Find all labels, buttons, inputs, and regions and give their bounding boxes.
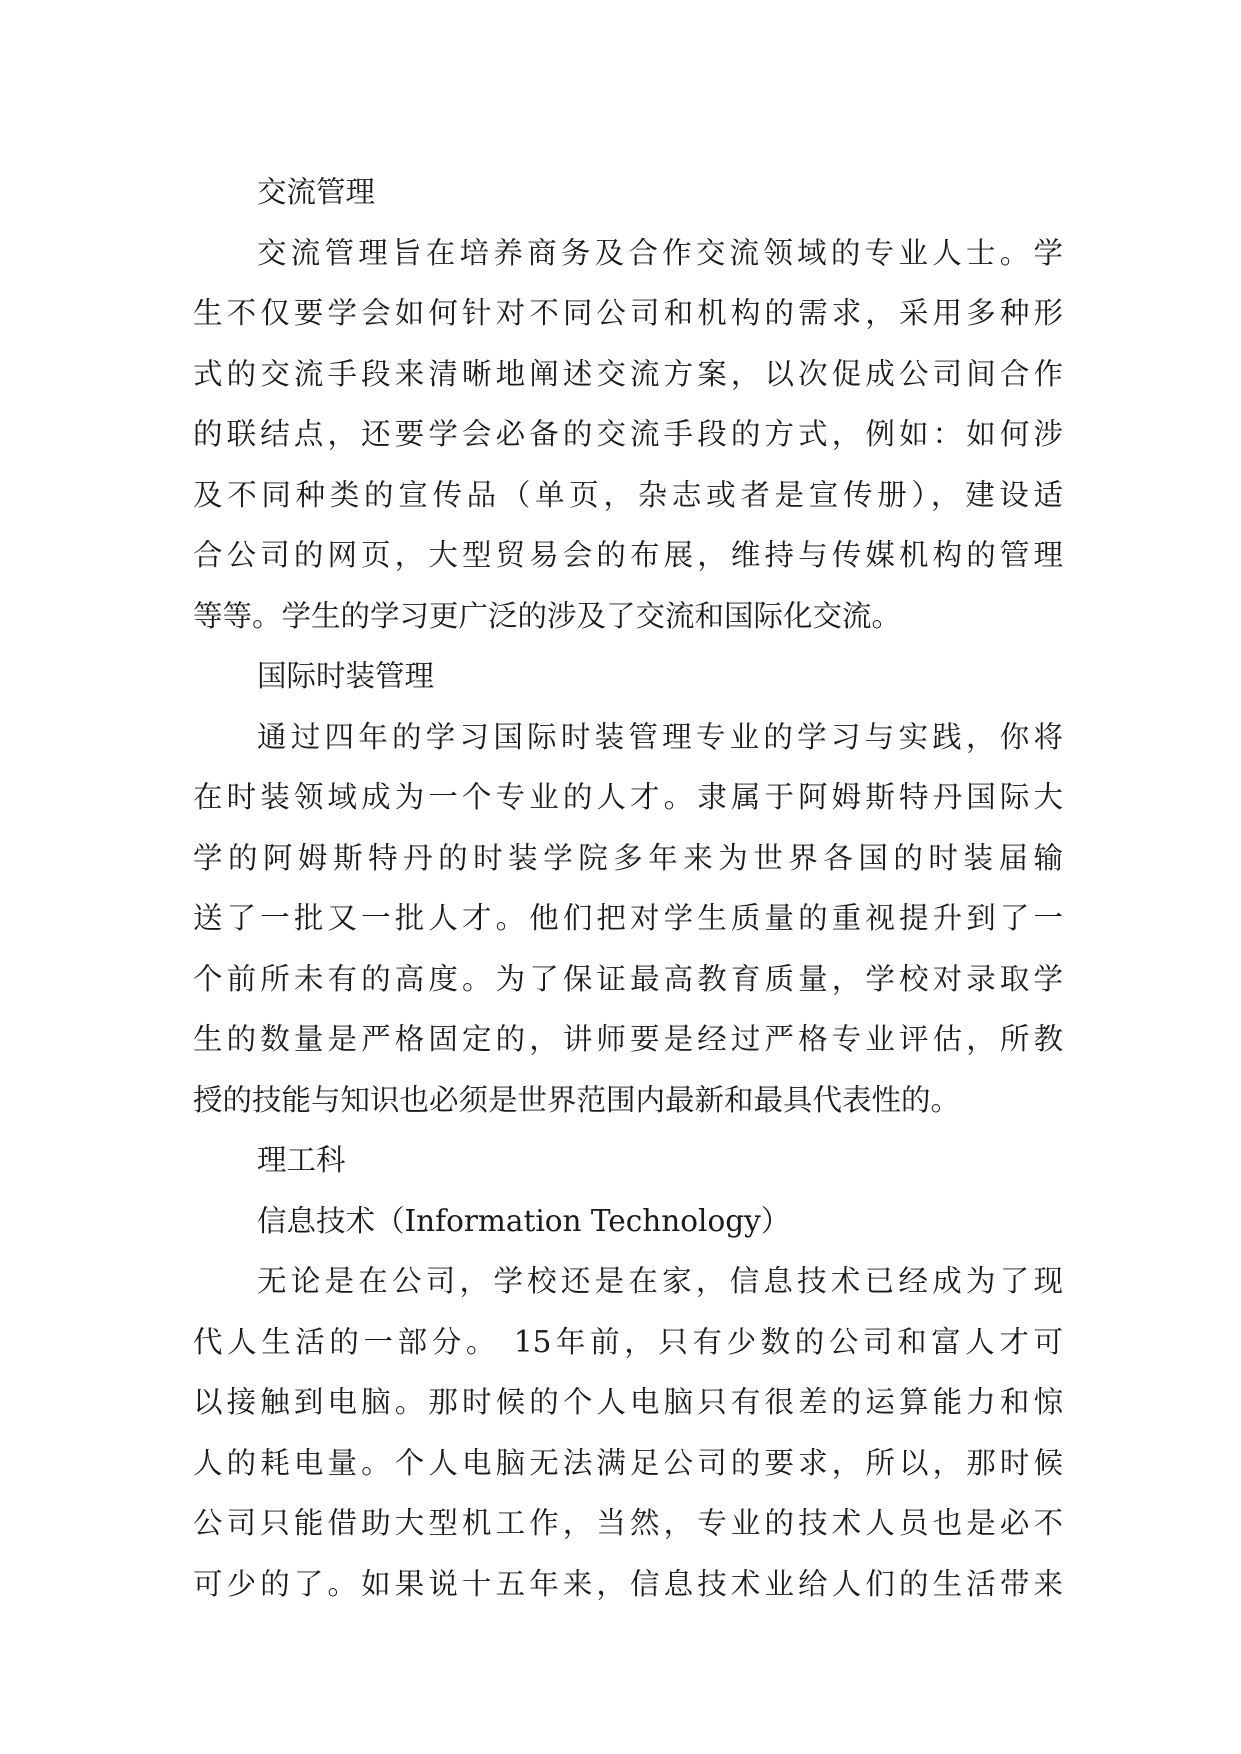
paragraph-line: 及不同种类的宣传品（单页，杂志或者是宣传册），建设适 [193, 477, 1063, 512]
paragraph-line: 式的交流手段来清晰地阐述交流方案，以次促成公司间合作 [193, 356, 1063, 391]
paragraph-line: 等等。学生的学习更广泛的涉及了交流和国际化交流。 [193, 598, 902, 633]
paragraph-line: 公司只能借助大型机工作，当然，专业的技术人员也是必不 [193, 1506, 1063, 1540]
paragraph-line: 人的耗电量。个人电脑无法满足公司的要求，所以，那时候 [193, 1445, 1063, 1480]
paragraph-line: 送了一批又一批人才。他们把对学生质量的重视提升到了一 [193, 901, 1063, 935]
section-heading-communication-management: 交流管理 [257, 175, 376, 209]
paragraph-line: 授的技能与知识也必须是世界范围内最新和最具代表性的。 [193, 1082, 961, 1117]
paragraph-line: 生的数量是严格固定的，讲师要是经过严格专业评估，所教 [193, 1022, 1063, 1056]
document-body [193, 162, 1063, 1614]
section-heading-information-technology: 信息技术（Information Technology） [257, 1203, 791, 1238]
paragraph-line: 交流管理旨在培养商务及合作交流领域的专业人士。学 [257, 235, 1063, 270]
paragraph-line: 生不仅要学会如何针对不同公司和机构的需求，采用多种形 [193, 296, 1063, 330]
section-heading-science-engineering: 理工科 [257, 1143, 346, 1177]
paragraph-line: 在时装领域成为一个专业的人才。隶属于阿姆斯特丹国际大 [193, 780, 1063, 814]
paragraph-line: 以接触到电脑。那时候的个人电脑只有很差的运算能力和惊 [193, 1385, 1063, 1419]
paragraph-line: 通过四年的学习国际时装管理专业的学习与实践，你将 [257, 719, 1063, 754]
paragraph-line: 代人生活的一部分。 15年前，只有少数的公司和富人才可 [193, 1324, 1063, 1359]
paragraph-line: 个前所未有的高度。为了保证最高教育质量，学校对录取学 [193, 961, 1063, 996]
paragraph-line: 合公司的网页，大型贸易会的布展，维持与传媒机构的管理 [193, 538, 1063, 572]
paragraph-line: 可少的了。如果说十五年来，信息技术业给人们的生活带来 [193, 1566, 1063, 1601]
section-heading-fashion-management: 国际时装管理 [257, 659, 435, 693]
paragraph-line: 无论是在公司，学校还是在家，信息技术已经成为了现 [257, 1264, 1063, 1298]
paragraph-line: 学的阿姆斯特丹的时装学院多年来为世界各国的时装届输 [193, 840, 1063, 875]
paragraph-line: 的联结点，还要学会必备的交流手段的方式，例如：如何涉 [193, 417, 1063, 451]
